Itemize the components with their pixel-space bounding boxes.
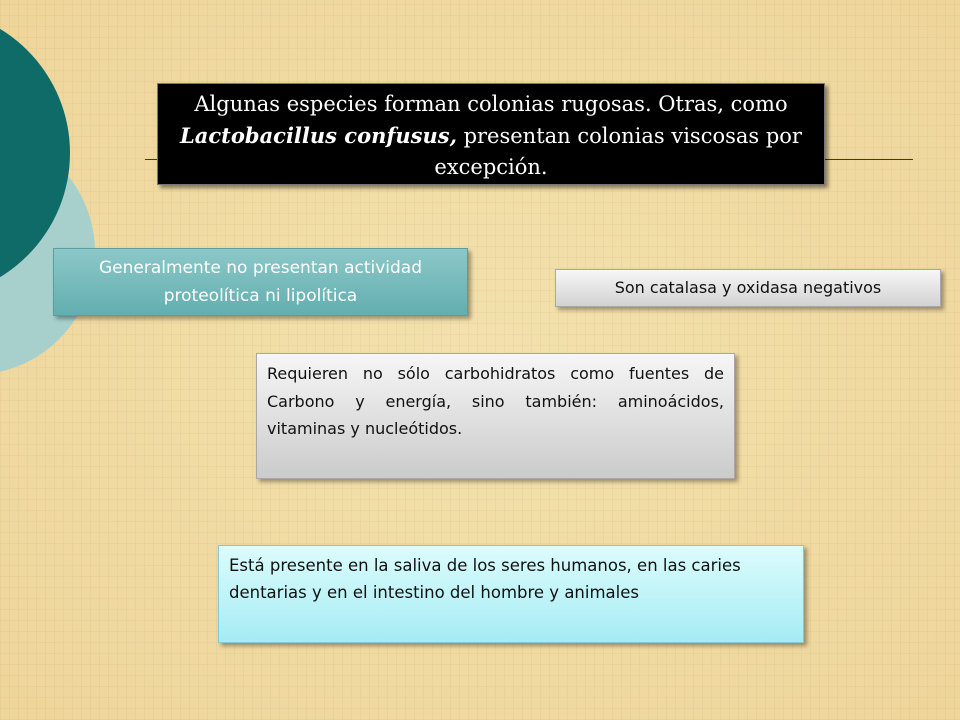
proteolytic-activity-box: Generalmente no presentan actividad proteolítica ni lipolítica	[53, 248, 468, 316]
catalase-oxidase-box: Son catalasa y oxidasa negativos	[555, 269, 941, 307]
title-species-name: Lactobacillus confusus,	[180, 123, 457, 148]
nutrient-requirements-box: Requieren no sólo carbohidratos como fuentes de Carbono y energía, sino también: aminoácidos, vitaminas y nucleótidos.	[256, 353, 735, 479]
slide-title-box	[157, 83, 825, 185]
title-text-part2: presentan colonias viscosas por excepción.	[434, 124, 802, 179]
habitat-box: Está presente en la saliva de los seres humanos, en las caries dentarias y en el intestino del hombre y animales	[218, 545, 804, 643]
title-text-part1: Algunas especies forman colonias rugosas. Otras, como	[194, 92, 788, 116]
